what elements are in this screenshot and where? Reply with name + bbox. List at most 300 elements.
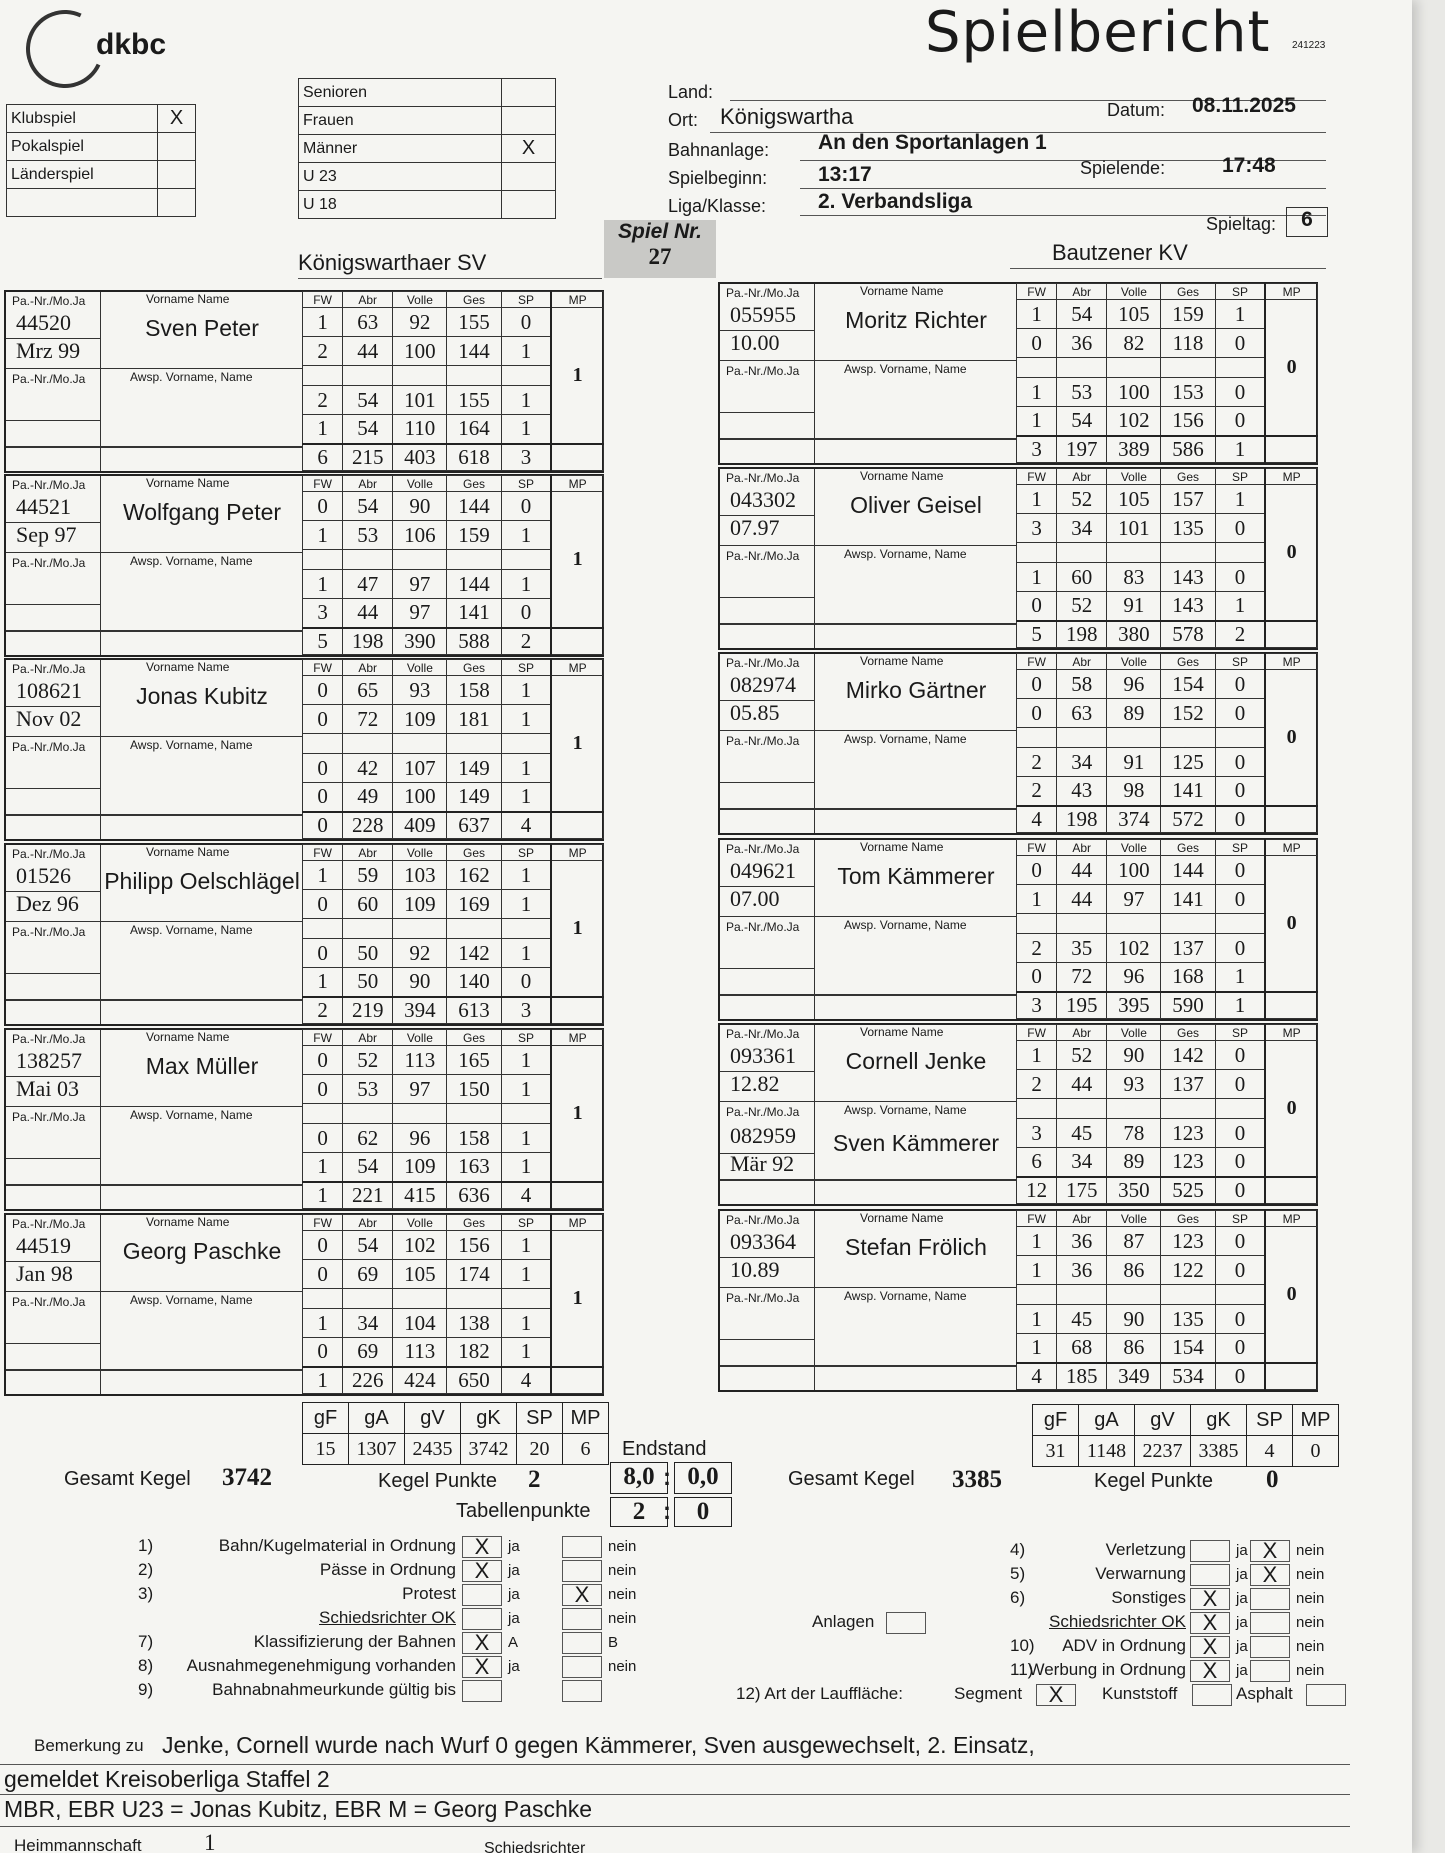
score-cell: 44 [343, 337, 393, 366]
check-option-a: ja [1236, 1614, 1248, 1631]
total-cell: 1 [1215, 992, 1265, 1019]
id-row-line [6, 1076, 101, 1077]
sub-id: 082959 [730, 1123, 796, 1148]
empty-cell [551, 444, 603, 471]
score-cell: 54 [343, 1153, 393, 1182]
score-cell: 1 [501, 676, 551, 705]
empty-cell [1215, 728, 1265, 748]
score-cell: 0 [1215, 748, 1265, 777]
player-dob: Dez 96 [16, 891, 79, 916]
total-cell: 12 [1017, 1177, 1057, 1204]
total-divider [6, 446, 302, 448]
ges-header: Ges [447, 476, 501, 492]
spielende-value: 17:48 [1222, 154, 1276, 177]
abr-header: Abr [343, 845, 393, 861]
score-cell: 1 [1017, 1041, 1057, 1070]
empty-cell [303, 734, 343, 754]
score-cell: 100 [1107, 856, 1161, 885]
volle-header: Volle [1107, 1025, 1161, 1041]
score-cell: 113 [393, 1046, 447, 1075]
check-label: ADV in Ordnung [1062, 1636, 1186, 1655]
summary-value: 6 [563, 1434, 609, 1465]
score-cell: 1 [1017, 563, 1057, 592]
summary-header: gA [1079, 1405, 1135, 1436]
summary-header: gK [461, 1403, 517, 1434]
score-cell: 1 [1017, 1256, 1057, 1285]
check-label: Protest [402, 1584, 456, 1603]
summary-value: 2435 [405, 1434, 461, 1465]
check-box-b [562, 1560, 602, 1582]
total-cell: 409 [393, 812, 447, 839]
score-cell: 52 [1057, 592, 1107, 621]
home-punkte-label: Kegel Punkte [378, 1470, 497, 1492]
check-option-b: nein [1296, 1566, 1325, 1583]
match-type-label: Klubspiel [7, 105, 158, 133]
score-cell: 82 [1107, 329, 1161, 358]
remark-rule [0, 1826, 1350, 1827]
player-id: 108621 [16, 678, 82, 703]
total-cell: 4 [501, 1182, 551, 1209]
player-name: Oliver Geisel [850, 492, 982, 518]
score-cell: 54 [1057, 407, 1107, 436]
empty-cell [1265, 436, 1317, 463]
volle-header: Volle [393, 845, 447, 861]
score-cell: 1 [501, 1153, 551, 1182]
summary-header: gA [349, 1403, 405, 1434]
sp-header: SP [501, 660, 551, 676]
check-num: 6) [1010, 1588, 1026, 1607]
score-cell: 53 [1057, 378, 1107, 407]
volle-header: Volle [1107, 654, 1161, 670]
score-cell: 0 [1215, 514, 1265, 543]
score-cell: 101 [393, 386, 447, 415]
summary-header: gV [1135, 1405, 1191, 1436]
mp-value: 1 [551, 1231, 603, 1367]
home-team-line [298, 278, 602, 279]
check-box-a [462, 1680, 502, 1702]
score-cell: 72 [1057, 963, 1107, 992]
score-cell: 0 [1017, 963, 1057, 992]
name-header: Vorname Name [860, 1211, 944, 1225]
sub-name-header: Awsp. Vorname, Name [130, 738, 253, 752]
fw-header: FW [1017, 1211, 1057, 1227]
score-cell: 141 [1161, 885, 1215, 914]
check-box-b [562, 1656, 602, 1678]
score-cell: 1 [1017, 300, 1057, 329]
abr-header: Abr [1057, 654, 1107, 670]
volle-header: Volle [393, 1215, 447, 1231]
score-cell: 49 [343, 783, 393, 812]
check-label: Schiedsrichter OK [1049, 1612, 1186, 1631]
check-box-b [1250, 1612, 1290, 1634]
liga-value: 2. Verbandsliga [818, 190, 973, 213]
mp-value: 0 [1265, 485, 1317, 621]
logo-text: dkbc [96, 28, 167, 61]
empty-cell [1265, 992, 1317, 1019]
sp-header: SP [1215, 1025, 1265, 1041]
sub-id-header: Pa.-Nr./Mo.Ja [726, 1291, 800, 1305]
score-cell: 0 [1017, 699, 1057, 728]
score-cell: 138 [447, 1309, 501, 1338]
empty-cell [303, 366, 343, 386]
score-cell: 1 [1017, 378, 1057, 407]
score-cell: 63 [1057, 699, 1107, 728]
player-id: 138257 [16, 1048, 82, 1073]
sub-id-header: Pa.-Nr./Mo.Ja [726, 920, 800, 934]
score-cell: 102 [1107, 934, 1161, 963]
summary-header: gF [303, 1403, 349, 1434]
score-cell: 45 [1057, 1305, 1107, 1334]
score-cell: 96 [1107, 670, 1161, 699]
player-dob: Mai 03 [16, 1076, 79, 1101]
empty-cell [1161, 914, 1215, 934]
volle-header: Volle [1107, 284, 1161, 300]
footer-heim-signature: 1 [204, 1830, 216, 1853]
score-cell: 87 [1107, 1227, 1161, 1256]
sp-header: SP [501, 1030, 551, 1046]
name-header: Vorname Name [860, 654, 944, 668]
total-cell: 2 [501, 628, 551, 655]
id-row-line [6, 1343, 101, 1344]
check-num: 1) [138, 1536, 154, 1555]
total-cell: 572 [1161, 806, 1215, 833]
empty-cell [343, 919, 393, 939]
score-cell: 153 [1161, 378, 1215, 407]
score-cell: 90 [393, 968, 447, 997]
total-cell: 3 [1017, 436, 1057, 463]
summary-value: 1148 [1079, 1436, 1135, 1467]
score-cell: 0 [1215, 1119, 1265, 1148]
score-cell: 165 [447, 1046, 501, 1075]
sub-divider [6, 921, 302, 922]
empty-cell [1017, 728, 1057, 748]
player-dob: 05.85 [730, 700, 780, 725]
score-cell: 2 [1017, 934, 1057, 963]
ges-header: Ges [1161, 1211, 1215, 1227]
check-box-b [562, 1632, 602, 1654]
player-id: 055955 [730, 302, 796, 327]
id-row-line [6, 420, 101, 421]
endstand-home: 8,0 [610, 1462, 668, 1494]
total-divider [720, 1365, 1016, 1367]
score-cell: 1 [303, 1153, 343, 1182]
score-grid [1016, 468, 1318, 648]
score-cell: 1 [303, 415, 343, 444]
total-divider [6, 999, 302, 1001]
total-divider [6, 630, 302, 632]
check-option-b: nein [608, 1610, 637, 1627]
name-header: Vorname Name [860, 469, 944, 483]
check-label: Werbung in Ordnung [1028, 1660, 1186, 1679]
name-header: Vorname Name [146, 292, 230, 306]
id-row-line [720, 1339, 815, 1340]
empty-cell [343, 366, 393, 386]
home-player-block [4, 290, 604, 473]
score-cell: 157 [1161, 485, 1215, 514]
score-cell: 110 [393, 415, 447, 444]
empty-cell [343, 1289, 393, 1309]
score-cell: 123 [1161, 1119, 1215, 1148]
score-cell: 150 [447, 1075, 501, 1104]
category-mark [502, 191, 556, 219]
score-cell: 97 [393, 599, 447, 628]
score-cell: 155 [447, 308, 501, 337]
score-cell: 1 [501, 337, 551, 366]
score-cell: 36 [1057, 1256, 1107, 1285]
score-cell: 93 [393, 676, 447, 705]
score-cell: 1 [501, 1309, 551, 1338]
guest-gesamt-label: Gesamt Kegel [788, 1468, 915, 1490]
empty-cell [393, 550, 447, 570]
score-cell: 90 [393, 492, 447, 521]
tp-home: 2 [610, 1497, 668, 1527]
score-cell: 105 [1107, 300, 1161, 329]
lauf-kunststoff-box [1192, 1684, 1232, 1706]
total-cell: 637 [447, 812, 501, 839]
sub-id-header: Pa.-Nr./Mo.Ja [726, 549, 800, 563]
score-cell: 53 [343, 521, 393, 550]
fw-header: FW [303, 1030, 343, 1046]
score-cell: 123 [1161, 1227, 1215, 1256]
category-label: Frauen [299, 107, 502, 135]
total-cell: 389 [1107, 436, 1161, 463]
score-grid [1016, 1210, 1318, 1390]
empty-cell [1215, 914, 1265, 934]
score-cell: 86 [1107, 1334, 1161, 1363]
score-cell: 1 [303, 1309, 343, 1338]
empty-cell [1265, 621, 1317, 648]
check-option-a: ja [508, 1538, 520, 1555]
score-cell: 0 [1215, 329, 1265, 358]
score-cell: 1 [501, 705, 551, 734]
score-cell: 92 [393, 308, 447, 337]
total-cell: 6 [303, 444, 343, 471]
score-cell: 34 [1057, 748, 1107, 777]
fw-header: FW [303, 1215, 343, 1231]
check-option-a: ja [508, 1562, 520, 1579]
category-mark [502, 107, 556, 135]
score-cell: 103 [393, 861, 447, 890]
total-cell: 198 [343, 628, 393, 655]
remark-rule [0, 1764, 1350, 1765]
check-option-b: nein [1296, 1638, 1325, 1655]
check-box-b: X [1250, 1564, 1290, 1586]
ges-header: Ges [447, 660, 501, 676]
spielbeginn-label: Spielbeginn: [668, 168, 768, 188]
score-cell: 90 [1107, 1305, 1161, 1334]
player-dob: 10.00 [730, 330, 780, 355]
score-cell: 109 [393, 1153, 447, 1182]
score-cell: 1 [501, 386, 551, 415]
score-cell: 36 [1057, 329, 1107, 358]
ges-header: Ges [447, 292, 501, 308]
sp-header: SP [1215, 654, 1265, 670]
category-label: U 18 [299, 191, 502, 219]
mp-value: 0 [1265, 1227, 1317, 1363]
empty-cell [1017, 358, 1057, 378]
score-cell: 144 [447, 570, 501, 599]
spieltag-label: Spieltag: [1206, 214, 1277, 234]
player-name: Max Müller [145, 1053, 259, 1079]
score-grid [1016, 1024, 1318, 1204]
spielnr-label: Spiel Nr. [617, 220, 703, 243]
id-row-line [720, 1153, 815, 1154]
empty-cell [343, 734, 393, 754]
score-cell: 50 [343, 968, 393, 997]
check-option-a: ja [1236, 1662, 1248, 1679]
mp-header: MP [1265, 1025, 1317, 1041]
score-cell: 0 [1215, 1227, 1265, 1256]
score-cell: 0 [1215, 670, 1265, 699]
total-cell: 1 [303, 1182, 343, 1209]
id-row-line [720, 968, 815, 969]
empty-cell [1265, 1177, 1317, 1204]
form-code: 241223 [1292, 40, 1326, 51]
mp-value: 0 [1265, 1041, 1317, 1177]
guest-player-block [718, 1023, 1318, 1206]
score-cell: 149 [447, 783, 501, 812]
check-option-b: B [608, 1634, 619, 1651]
score-cell: 1 [303, 570, 343, 599]
mp-header: MP [1265, 469, 1317, 485]
check-num: 8) [138, 1656, 154, 1675]
score-cell: 89 [1107, 1148, 1161, 1177]
ort-value: Königswartha [720, 104, 854, 129]
check-label: Schiedsrichter OK [319, 1608, 456, 1627]
total-cell: 650 [447, 1367, 501, 1394]
total-cell: 221 [343, 1182, 393, 1209]
volle-header: Volle [1107, 1211, 1161, 1227]
score-cell: 1 [501, 783, 551, 812]
name-header: Vorname Name [146, 845, 230, 859]
land-label: Land: [668, 82, 714, 102]
sub-name-header: Awsp. Vorname, Name [130, 370, 253, 384]
id-header: Pa.-Nr./Mo.Ja [726, 656, 800, 670]
total-cell: 588 [447, 628, 501, 655]
score-cell: 44 [343, 599, 393, 628]
player-id: 093364 [730, 1229, 796, 1254]
total-cell: 578 [1161, 621, 1215, 648]
guest-player-block [718, 467, 1318, 650]
volle-header: Volle [393, 660, 447, 676]
score-cell: 98 [1107, 777, 1161, 806]
liga-label: Liga/Klasse: [668, 196, 767, 216]
total-divider [720, 994, 1016, 996]
summary-value: 1307 [349, 1434, 405, 1465]
score-cell: 90 [1107, 1041, 1161, 1070]
empty-cell [303, 1289, 343, 1309]
empty-cell [343, 1104, 393, 1124]
fw-header: FW [1017, 654, 1057, 670]
check-label: Sonstiges [1111, 1588, 1186, 1607]
mp-value: 1 [551, 492, 603, 628]
check-option-b: nein [608, 1538, 637, 1555]
score-cell: 60 [1057, 563, 1107, 592]
score-cell: 142 [1161, 1041, 1215, 1070]
score-cell: 137 [1161, 934, 1215, 963]
total-cell: 185 [1057, 1363, 1107, 1390]
sub-name-header: Awsp. Vorname, Name [844, 547, 967, 561]
check-option-b: nein [1296, 1662, 1325, 1679]
fw-header: FW [303, 660, 343, 676]
total-divider [720, 1179, 1016, 1181]
score-grid [302, 1029, 604, 1209]
score-cell: 0 [1017, 592, 1057, 621]
player-dob: Sep 97 [16, 522, 77, 547]
sub-divider [6, 368, 302, 369]
score-cell: 113 [393, 1338, 447, 1367]
remark-line-3: MBR, EBR U23 = Jonas Kubitz, EBR M = Georg Paschke [4, 1796, 593, 1822]
empty-cell [393, 366, 447, 386]
score-cell: 3 [1017, 1119, 1057, 1148]
check-box-a: X [1190, 1660, 1230, 1682]
empty-cell [1107, 1099, 1161, 1119]
empty-cell [501, 734, 551, 754]
player-id: 44519 [16, 1233, 71, 1258]
check-box-a: X [462, 1632, 502, 1654]
score-cell: 36 [1057, 1227, 1107, 1256]
score-cell: 158 [447, 1124, 501, 1153]
score-cell: 1 [501, 1231, 551, 1260]
name-header: Vorname Name [860, 840, 944, 854]
category-mark: X [502, 135, 556, 163]
total-cell: 3 [1017, 992, 1057, 1019]
mp-value: 0 [1265, 670, 1317, 806]
check-box-b: X [562, 1584, 602, 1606]
check-box-a: X [462, 1536, 502, 1558]
total-cell: 226 [343, 1367, 393, 1394]
empty-cell [447, 919, 501, 939]
empty-cell [1215, 1099, 1265, 1119]
empty-cell [1057, 543, 1107, 563]
score-cell: 2 [1017, 1070, 1057, 1099]
score-cell: 0 [501, 492, 551, 521]
score-cell: 0 [1215, 885, 1265, 914]
endstand-sep: : [663, 1464, 671, 1491]
match-type-box [6, 104, 196, 217]
id-row-line [6, 338, 101, 339]
empty-cell [1161, 728, 1215, 748]
check-box-a: X [1190, 1588, 1230, 1610]
category-label: U 23 [299, 163, 502, 191]
sub-divider [6, 552, 302, 553]
score-cell: 140 [447, 968, 501, 997]
check-box-a [462, 1608, 502, 1630]
sub-divider [6, 736, 302, 737]
player-id: 01526 [16, 863, 71, 888]
score-cell: 44 [1057, 885, 1107, 914]
score-grid [1016, 653, 1318, 833]
mp-value: 1 [551, 861, 603, 997]
remark-rule [0, 1794, 1350, 1795]
check-option-b: nein [1296, 1614, 1325, 1631]
fw-header: FW [1017, 840, 1057, 856]
score-cell: 50 [343, 939, 393, 968]
check-option-b: nein [608, 1562, 637, 1579]
sub-divider [6, 1291, 302, 1292]
score-cell: 142 [447, 939, 501, 968]
score-cell: 181 [447, 705, 501, 734]
home-punkte-value: 2 [528, 1466, 541, 1493]
bahnanlage-value: An den Sportanlagen 1 [818, 131, 1047, 154]
sub-name-header: Awsp. Vorname, Name [130, 1108, 253, 1122]
check-label: Verwarnung [1095, 1564, 1186, 1583]
total-cell: 1 [1215, 436, 1265, 463]
total-cell: 4 [1017, 806, 1057, 833]
total-cell: 590 [1161, 992, 1215, 1019]
score-cell: 52 [1057, 485, 1107, 514]
score-cell: 0 [1215, 1148, 1265, 1177]
